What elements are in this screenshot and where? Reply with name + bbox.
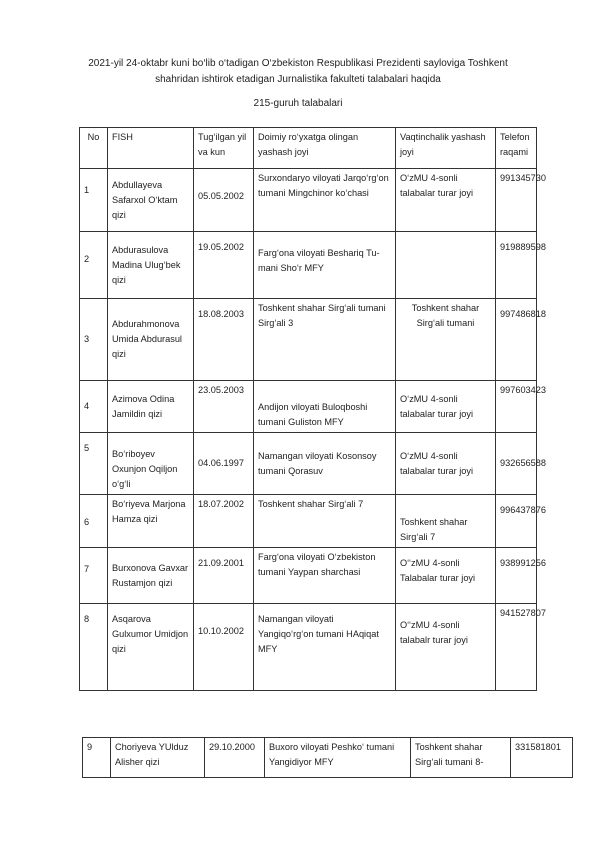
row-fish: Abdullayeva Safarxol O‘ktam qizi	[108, 169, 194, 232]
table-row	[80, 433, 537, 495]
row-temp: Toshkent shahar Sirg‘ali tumani	[396, 299, 496, 381]
row-birth: 19.05.2002	[194, 232, 254, 299]
row-temp: O‘‘zMU 4-sonli Talabalar turar joyi	[396, 548, 496, 604]
row-phone: 938991256	[496, 548, 537, 604]
table-row	[80, 604, 537, 691]
header-fish: FISH	[108, 128, 194, 169]
row-birth: 23.05.2003	[194, 381, 254, 433]
row-temp: O‘zMU 4-sonli talabalar turar joyi	[396, 169, 496, 232]
table-row	[80, 169, 537, 232]
row-no: 1	[80, 169, 108, 232]
row-temp: Toshkent shahar Sirg‘ali tumani 8-	[411, 738, 511, 778]
document-title: 2021-yil 24-oktabr kuni bo‘lib o‘tadigan O‘zbekiston Respublikasi Prezidenti sayloviga Toshkent shahridan ishtirok etadigan Jurnalistika fakulteti talabalari haqida	[88, 58, 508, 85]
students-table-continued	[82, 737, 573, 778]
table-row	[80, 381, 537, 433]
row-fish: Burxonova Gavxar Rustamjon qizi	[108, 548, 194, 604]
row-address: Andijon viloyati Buloqboshi tumani Guliston MFY	[254, 381, 396, 433]
row-fish: Azimova Odina Jamildin qizi	[108, 381, 194, 433]
row-birth: 05.05.2002	[194, 169, 254, 232]
header-address: Doimiy ro‘yxatga olingan yashash joyi	[254, 128, 396, 169]
header-birth: Tug‘ilgan yil va kun	[194, 128, 254, 169]
row-birth: 21.09.2001	[194, 548, 254, 604]
table-row	[80, 299, 537, 381]
header-temp: Vaqtinchalik yashash joyi	[396, 128, 496, 169]
row-fish: Bo‘riboyev Oxunjon Oqiljon o‘g‘li	[108, 433, 194, 495]
table-row	[80, 232, 537, 299]
row-phone: 991345730	[496, 169, 537, 232]
row-phone: 331581801	[511, 738, 573, 778]
row-address: Buxoro viloyati Peshko‘ tumani Yangidiyor MFY	[265, 738, 411, 778]
row-fish: Abdurasulova Madina Ulug‘bek qizi	[108, 232, 194, 299]
table-row	[83, 738, 573, 778]
row-no: 8	[80, 604, 108, 691]
row-address: Farg‘ona viloyati O‘zbekiston tumani Yaypan sharchasi	[254, 548, 396, 604]
row-birth: 04.06.1997	[194, 433, 254, 495]
table-row	[80, 548, 537, 604]
table-row	[80, 495, 537, 548]
row-fish: Choriyeva YUlduz Alisher qizi	[111, 738, 205, 778]
row-phone: 997603423	[496, 381, 537, 433]
row-phone: 997486818	[496, 299, 537, 381]
row-birth: 29.10.2000	[205, 738, 265, 778]
row-no: 4	[80, 381, 108, 433]
row-address: Toshkent shahar Sirg‘ali tumani Sirg‘ali 3	[254, 299, 396, 381]
header-phone: Telefon raqami	[496, 128, 537, 169]
header-no: No	[80, 128, 108, 169]
row-phone: 941527807	[496, 604, 537, 691]
group-subtitle: 215-guruh talabalari	[253, 98, 343, 109]
row-no: 9	[83, 738, 111, 778]
row-no: 3	[80, 299, 108, 381]
row-no: 6	[80, 495, 108, 548]
row-phone: 932656588	[496, 433, 537, 495]
row-temp: O‘zMU 4-sonli talabalar turar joyi	[396, 381, 496, 433]
row-birth: 10.10.2002	[194, 604, 254, 691]
row-fish: Asqarova Gulxumor Umidjon qizi	[108, 604, 194, 691]
row-address: Surxondaryo viloyati Jarqo‘rg‘on tumani Mingchinor ko‘chasi	[254, 169, 396, 232]
row-no: 5	[80, 433, 108, 495]
row-birth: 18.08.2003	[194, 299, 254, 381]
row-temp: O‘zMU 4-sonli talabalar turar joyi	[396, 433, 496, 495]
row-address: Farg‘ona viloyati Beshariq Tu-mani Sho‘r MFY	[254, 232, 396, 299]
row-fish: Abdurahmonova Umida Abdurasul qizi	[108, 299, 194, 381]
row-temp: O‘‘zMU 4-sonli talabalr turar joyi	[396, 604, 496, 691]
row-phone: 996437876	[496, 495, 537, 548]
row-no: 2	[80, 232, 108, 299]
students-table	[79, 127, 546, 691]
row-fish: Bo‘riyeva Marjona Hamza qizi	[108, 495, 194, 548]
row-no: 7	[80, 548, 108, 604]
row-address: Toshkent shahar Sirg‘ali 7	[254, 495, 396, 548]
row-birth: 18.07.2002	[194, 495, 254, 548]
row-temp	[396, 232, 496, 299]
row-address: Namangan viloyati Kosonsoy tumani Qorasuv	[254, 433, 396, 495]
row-address: Namangan viloyati Yangiqo‘rg‘on tumani HAqiqat MFY	[254, 604, 396, 691]
table-header-row	[80, 128, 537, 169]
row-temp: Toshkent shahar Sirg‘ali 7	[396, 495, 496, 548]
row-phone: 919889598	[496, 232, 537, 299]
